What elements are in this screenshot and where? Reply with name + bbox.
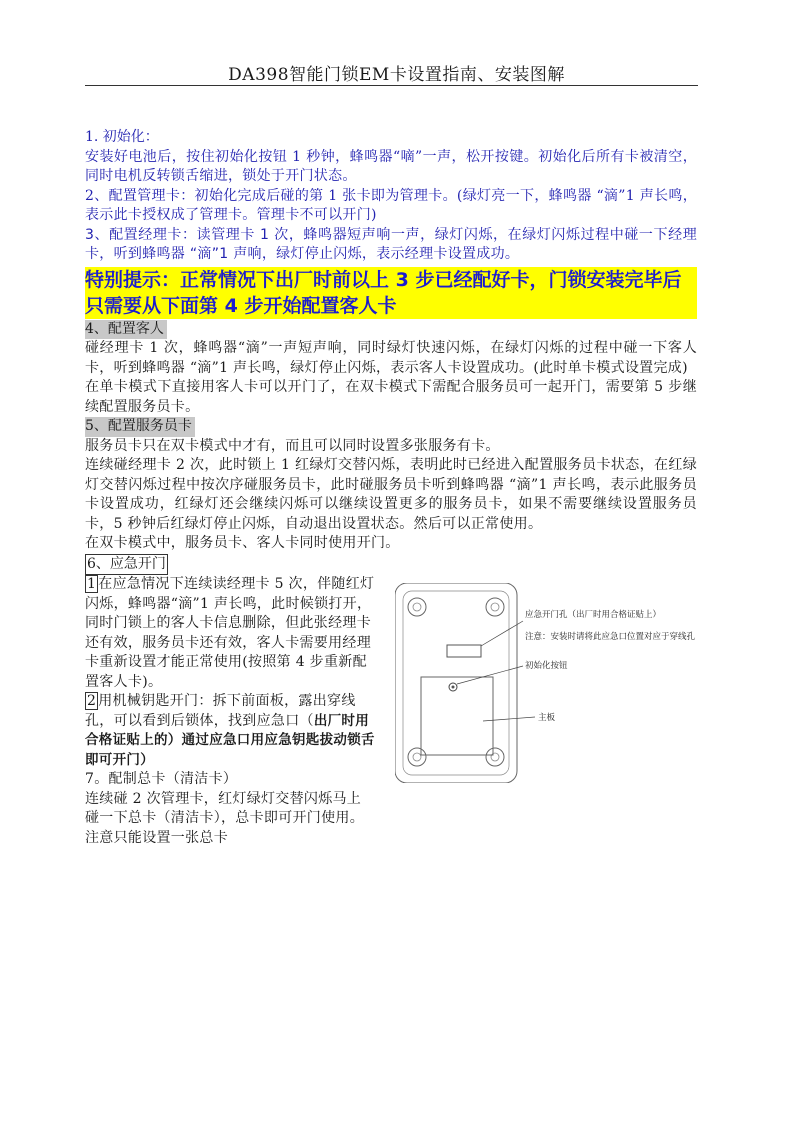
- label-main-board: 主板: [538, 713, 556, 723]
- section-5-para-3: 在双卡模式中，服务员卡、客人卡同时使用开门。: [85, 535, 400, 551]
- document-body: [85, 128, 697, 848]
- section-5-para-2: 连续碰经理卡 2 次，此时锁上 1 红绿灯交替闪烁，表明此时已经进入配置服务员卡状态，在红绿灯交替闪烁过程中按次序碰服务员卡，此时碰服务员卡听到蜂鸣器 “滴”1 声长鸣，表示此服务员卡设置成功，红绿灯还会继续闪烁可以继续设置更多的服务员卡，如果不需要继续设置服务员卡，5 秒钟后红绿灯停止闪烁，自动退出设置状态。然后可以正常使用。: [85, 457, 697, 532]
- label-install-note: 注意：安装时请将此应急口位置对应于穿线孔: [525, 632, 696, 642]
- section-3-body: 读管理卡 1 次，蜂鸣器短声响一声，绿灯闪烁，在绿灯闪烁过程中碰一下经理卡，听到蜂鸣器 “滴”1 声响，绿灯停止闪烁，表示经理卡设置成功。: [85, 226, 697, 262]
- panel-outline: [395, 583, 517, 783]
- section-3-title: 3、配置经理卡：: [85, 226, 197, 243]
- split-left-column: [85, 575, 375, 848]
- section-6-item-1: [85, 575, 375, 692]
- section-3: [85, 226, 697, 265]
- item-1-text: 在应急情况下连续读经理卡 5 次，伴随红灯闪烁，蜂鸣器“滴”1 声长鸣，此时候锁打开，同时门锁上的客人卡信息删除，但此张经理卡还有效，服务员卡还有效，客人卡需要用经理卡重新设置才能正常使用(按照第 4 步重新配置客人卡)。: [85, 576, 375, 690]
- section-4-para-1: 碰经理卡 1 次，蜂鸣器“滴”一声短声响，同时绿灯快速闪烁，在绿灯闪烁的过程中碰一下客人卡，听到蜂鸣器 “滴”1 声长鸣，绿灯停止闪烁，表示客人卡设置成功。(此时单卡模式设置完成): [85, 340, 697, 376]
- item-2-text: 用机械钥匙开门：拆下前面板，露出穿线孔，可以看到后锁体，找到应急口（: [85, 693, 356, 729]
- section-2-body: 初始化完成后碰的第 1 张卡即为管理卡。(绿灯亮一下，蜂鸣器 “滴”1 声长鸣，表示此卡授权成了管理卡。管理卡不可以开门): [85, 187, 697, 223]
- item-2-number: 2: [87, 693, 97, 709]
- section-7-title: 7。配制总卡（清洁卡）: [85, 771, 238, 787]
- section-2-title: 2、配置管理卡：: [85, 187, 195, 204]
- item-1-number: 1: [87, 576, 97, 592]
- emergency-hole: [447, 645, 481, 657]
- split-right-column: [375, 575, 697, 848]
- section-6-title-row: [85, 554, 697, 576]
- section-1-title: 1. 初始化：: [85, 129, 159, 145]
- item-2-bold-text: 出厂时用合格证贴上的）通过应急口用应急钥匙拔动锁舌即可开门）: [85, 712, 375, 768]
- page-title: DA398智能门锁EM卡设置指南、安装图解: [228, 65, 565, 85]
- screw-bottom-left: [408, 748, 426, 766]
- section-5-title: 5、配置服务员卡: [85, 417, 195, 437]
- screw-bottom-right: [486, 748, 504, 766]
- section-5: [85, 417, 697, 554]
- section-7-body: 连续碰 2 次管理卡，红灯绿灯交替闪烁马上碰一下总卡（清洁卡），总卡即可开门使用。注意只能设置一张总卡: [85, 790, 364, 846]
- section-6-7-split: [85, 575, 697, 848]
- screw-top-left: [408, 598, 426, 616]
- section-1-body: 安装好电池后，按住初始化按钮 1 秒钟，蜂鸣器“嘀”一声，松开按键。初始化后所有卡被清空，同时电机反转锁舌缩进，锁处于开门状态。: [85, 148, 697, 184]
- section-1: [85, 128, 697, 187]
- title-rule: [85, 85, 698, 86]
- lock-back-panel-diagram: [395, 583, 765, 783]
- section-5-para-1: 服务员卡只在双卡模式中才有，而且可以同时设置多张服务有卡。: [85, 437, 500, 454]
- section-4-para-2: 在单卡模式下直接用客人卡可以开门了，在双卡模式下需配合服务员可一起开门，需要第 5 步继续配置服务员卡。: [85, 379, 697, 415]
- label-init-button: 初始化按钮: [525, 661, 568, 671]
- label-emergency-hole: 应急开门孔（出厂时用合格证贴上）: [525, 610, 662, 620]
- section-4: [85, 320, 697, 418]
- section-6-item-2: [85, 692, 375, 770]
- section-4-title: 4、配置客人: [85, 320, 167, 340]
- screw-top-right: [486, 598, 504, 616]
- section-6-title: 6、应急开门: [85, 554, 168, 576]
- special-notice: 特别提示：正常情况下出厂时前以上 3 步已经配好卡，门锁安装完毕后只需要从下面第 4 步开始配置客人卡: [85, 267, 697, 319]
- section-2: [85, 187, 697, 226]
